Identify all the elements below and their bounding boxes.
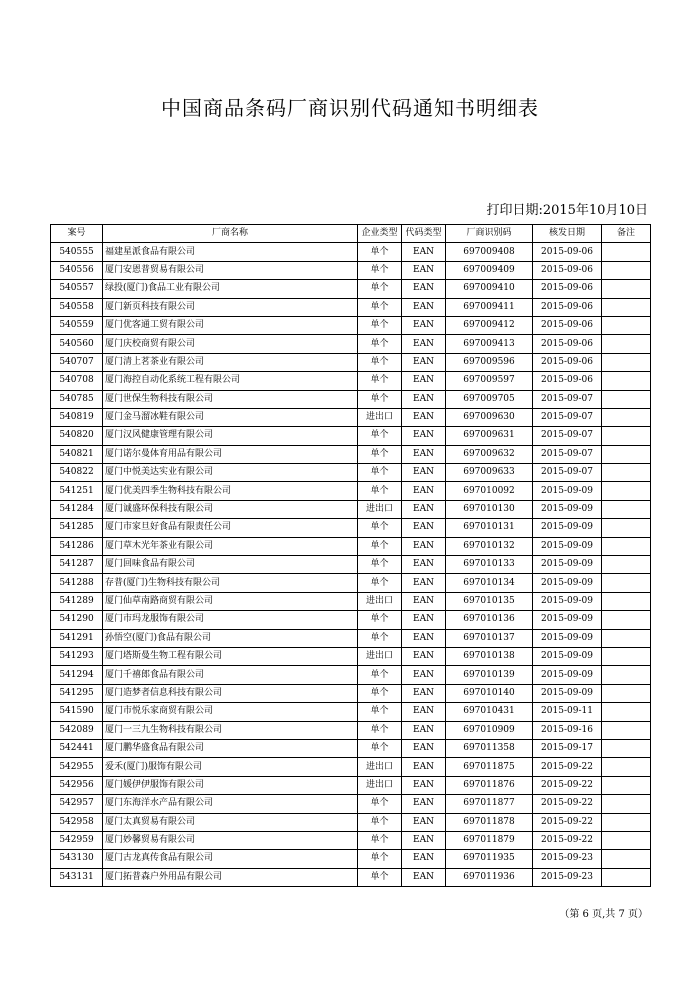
table-row	[51, 372, 651, 390]
company-type-cell: 单个	[358, 335, 402, 353]
code-type-cell: EAN	[402, 464, 446, 482]
table-row	[51, 243, 651, 261]
company-type-cell: 单个	[358, 427, 402, 445]
code-type-cell: EAN	[402, 280, 446, 298]
company-name-cell: 厦门鹏华盛食品有限公司	[103, 739, 358, 757]
manufacturer-id-cell: 697010135	[446, 592, 533, 610]
company-type-cell: 单个	[358, 721, 402, 739]
manufacturer-id-cell: 697009410	[446, 280, 533, 298]
issue-date-cell: 2015-09-22	[533, 831, 602, 849]
case-no-cell: 541288	[51, 574, 103, 592]
manufacturer-id-cell: 697009413	[446, 335, 533, 353]
table-row	[51, 500, 651, 518]
remarks-cell	[602, 592, 651, 610]
case-no-cell: 540708	[51, 372, 103, 390]
issue-date-cell: 2015-09-09	[533, 519, 602, 537]
issue-date-cell: 2015-09-07	[533, 390, 602, 408]
issue-date-cell: 2015-09-06	[533, 335, 602, 353]
code-type-cell: EAN	[402, 316, 446, 334]
manufacturer-id-cell: 697009597	[446, 372, 533, 390]
remarks-cell	[602, 831, 651, 849]
code-type-cell: EAN	[402, 500, 446, 518]
company-type-cell: 单个	[358, 684, 402, 702]
table-row	[51, 831, 651, 849]
issue-date-cell: 2015-09-06	[533, 316, 602, 334]
company-type-cell: 单个	[358, 316, 402, 334]
code-type-cell: EAN	[402, 868, 446, 886]
case-no-cell: 540820	[51, 427, 103, 445]
table-row	[51, 464, 651, 482]
company-name-cell: 厦门优客通工贸有限公司	[103, 316, 358, 334]
case-no-cell: 540558	[51, 298, 103, 316]
remarks-cell	[602, 408, 651, 426]
code-type-cell: EAN	[402, 353, 446, 371]
remarks-cell	[602, 813, 651, 831]
remarks-cell	[602, 316, 651, 334]
company-name-cell: 厦门造梦者信息科技有限公司	[103, 684, 358, 702]
remarks-cell	[602, 243, 651, 261]
company-name-cell: 厦门古龙真传食品有限公司	[103, 850, 358, 868]
table-row	[51, 611, 651, 629]
code-type-cell: EAN	[402, 831, 446, 849]
remarks-cell	[602, 629, 651, 647]
code-type-cell: EAN	[402, 537, 446, 555]
issue-date-cell: 2015-09-16	[533, 721, 602, 739]
code-type-cell: EAN	[402, 556, 446, 574]
table-row	[51, 868, 651, 886]
remarks-cell	[602, 850, 651, 868]
table-row	[51, 666, 651, 684]
header-manufacturer-id: 厂商识别码	[446, 225, 533, 243]
issue-date-cell: 2015-09-17	[533, 739, 602, 757]
case-no-cell: 540785	[51, 390, 103, 408]
company-name-cell: 厦门优美四季生物科技有限公司	[103, 482, 358, 500]
case-no-cell: 542089	[51, 721, 103, 739]
company-type-cell: 单个	[358, 261, 402, 279]
company-name-cell: 厦门中悦美达实业有限公司	[103, 464, 358, 482]
case-no-cell: 542956	[51, 776, 103, 794]
manufacturer-id-cell: 697010140	[446, 684, 533, 702]
code-type-cell: EAN	[402, 739, 446, 757]
remarks-cell	[602, 298, 651, 316]
case-no-cell: 541291	[51, 629, 103, 647]
manufacturer-id-cell: 697009596	[446, 353, 533, 371]
remarks-cell	[602, 280, 651, 298]
case-no-cell: 540707	[51, 353, 103, 371]
manufacturer-id-cell: 697010131	[446, 519, 533, 537]
case-no-cell: 540822	[51, 464, 103, 482]
case-no-cell: 542959	[51, 831, 103, 849]
manufacturer-id-cell: 697009633	[446, 464, 533, 482]
remarks-cell	[602, 666, 651, 684]
table-row	[51, 647, 651, 665]
table-row	[51, 316, 651, 334]
issue-date-cell: 2015-09-09	[533, 666, 602, 684]
case-no-cell: 541590	[51, 703, 103, 721]
header-company-name: 厂商名称	[103, 225, 358, 243]
page-title: 中国商品条码厂商识别代码通知书明细表	[161, 96, 539, 120]
header-company-type: 企业类型	[358, 225, 402, 243]
table-row	[51, 813, 651, 831]
table-row	[51, 574, 651, 592]
company-name-cell: 厦门安恩普贸易有限公司	[103, 261, 358, 279]
manufacturer-id-cell: 697010133	[446, 556, 533, 574]
company-type-cell: 进出口	[358, 408, 402, 426]
company-name-cell: 厦门回味食品有限公司	[103, 556, 358, 574]
issue-date-cell: 2015-09-22	[533, 795, 602, 813]
issue-date-cell: 2015-09-09	[533, 629, 602, 647]
company-type-cell: 单个	[358, 537, 402, 555]
code-type-cell: EAN	[402, 647, 446, 665]
manufacturer-id-cell: 697010134	[446, 574, 533, 592]
table-row	[51, 280, 651, 298]
manufacturer-id-cell: 697011935	[446, 850, 533, 868]
case-no-cell: 541251	[51, 482, 103, 500]
company-name-cell: 厦门东海洋水产品有限公司	[103, 795, 358, 813]
code-type-cell: EAN	[402, 611, 446, 629]
table-row	[51, 261, 651, 279]
remarks-cell	[602, 611, 651, 629]
issue-date-cell: 2015-09-09	[533, 574, 602, 592]
remarks-cell	[602, 758, 651, 776]
table-row	[51, 721, 651, 739]
code-type-cell: EAN	[402, 261, 446, 279]
case-no-cell: 543131	[51, 868, 103, 886]
table-row	[51, 684, 651, 702]
code-type-cell: EAN	[402, 408, 446, 426]
manufacturer-id-cell: 697011936	[446, 868, 533, 886]
code-type-cell: EAN	[402, 298, 446, 316]
company-type-cell: 进出口	[358, 758, 402, 776]
remarks-cell	[602, 335, 651, 353]
issue-date-cell: 2015-09-09	[533, 647, 602, 665]
case-no-cell: 541294	[51, 666, 103, 684]
remarks-cell	[602, 353, 651, 371]
company-type-cell: 单个	[358, 831, 402, 849]
page-indicator: （第 6 页,共 7 页）	[559, 909, 648, 920]
issue-date-cell: 2015-09-09	[533, 611, 602, 629]
issue-date-cell: 2015-09-23	[533, 868, 602, 886]
case-no-cell: 541285	[51, 519, 103, 537]
issue-date-cell: 2015-09-09	[533, 500, 602, 518]
manufacturer-id-cell: 697011879	[446, 831, 533, 849]
case-no-cell: 541284	[51, 500, 103, 518]
remarks-cell	[602, 868, 651, 886]
company-name-cell: 厦门世保生物科技有限公司	[103, 390, 358, 408]
case-no-cell: 541289	[51, 592, 103, 610]
table-row	[51, 537, 651, 555]
company-type-cell: 单个	[358, 611, 402, 629]
case-no-cell: 540557	[51, 280, 103, 298]
manufacturer-id-cell: 697011876	[446, 776, 533, 794]
manufacturer-id-cell: 697010132	[446, 537, 533, 555]
company-type-cell: 单个	[358, 868, 402, 886]
code-type-cell: EAN	[402, 427, 446, 445]
remarks-cell	[602, 482, 651, 500]
company-type-cell: 进出口	[358, 592, 402, 610]
company-name-cell: 厦门媛伊伊服饰有限公司	[103, 776, 358, 794]
code-type-cell: EAN	[402, 445, 446, 463]
issue-date-cell: 2015-09-06	[533, 372, 602, 390]
table-row	[51, 408, 651, 426]
manufacturer-id-cell: 697010130	[446, 500, 533, 518]
case-no-cell: 540555	[51, 243, 103, 261]
manufacturer-id-cell: 697010431	[446, 703, 533, 721]
registration-table	[50, 224, 651, 887]
remarks-cell	[602, 721, 651, 739]
company-type-cell: 单个	[358, 353, 402, 371]
manufacturer-id-cell: 697009408	[446, 243, 533, 261]
code-type-cell: EAN	[402, 684, 446, 702]
issue-date-cell: 2015-09-11	[533, 703, 602, 721]
table-row	[51, 353, 651, 371]
company-name-cell: 厦门太真贸易有限公司	[103, 813, 358, 831]
company-type-cell: 进出口	[358, 500, 402, 518]
code-type-cell: EAN	[402, 574, 446, 592]
manufacturer-id-cell: 697009632	[446, 445, 533, 463]
code-type-cell: EAN	[402, 758, 446, 776]
table-row	[51, 776, 651, 794]
company-name-cell: 绿投(厦门)食品工业有限公司	[103, 280, 358, 298]
code-type-cell: EAN	[402, 390, 446, 408]
issue-date-cell: 2015-09-06	[533, 280, 602, 298]
header-code-type: 代码类型	[402, 225, 446, 243]
manufacturer-id-cell: 697011358	[446, 739, 533, 757]
case-no-cell: 541290	[51, 611, 103, 629]
remarks-cell	[602, 372, 651, 390]
company-name-cell: 厦门仙草南路商贸有限公司	[103, 592, 358, 610]
company-name-cell: 厦门拓普森户外用品有限公司	[103, 868, 358, 886]
company-name-cell: 厦门新页科技有限公司	[103, 298, 358, 316]
company-name-cell: 厦门塔斯曼生物工程有限公司	[103, 647, 358, 665]
code-type-cell: EAN	[402, 629, 446, 647]
remarks-cell	[602, 390, 651, 408]
company-type-cell: 进出口	[358, 647, 402, 665]
issue-date-cell: 2015-09-22	[533, 776, 602, 794]
code-type-cell: EAN	[402, 813, 446, 831]
remarks-cell	[602, 795, 651, 813]
table-row	[51, 390, 651, 408]
code-type-cell: EAN	[402, 795, 446, 813]
company-type-cell: 单个	[358, 445, 402, 463]
company-type-cell: 单个	[358, 813, 402, 831]
company-name-cell: 存普(厦门)生物科技有限公司	[103, 574, 358, 592]
company-type-cell: 单个	[358, 666, 402, 684]
remarks-cell	[602, 464, 651, 482]
company-name-cell: 厦门金马溜冰鞋有限公司	[103, 408, 358, 426]
code-type-cell: EAN	[402, 776, 446, 794]
remarks-cell	[602, 519, 651, 537]
case-no-cell: 540560	[51, 335, 103, 353]
manufacturer-id-cell: 697009409	[446, 261, 533, 279]
issue-date-cell: 2015-09-22	[533, 758, 602, 776]
code-type-cell: EAN	[402, 519, 446, 537]
table-row	[51, 758, 651, 776]
company-type-cell: 单个	[358, 298, 402, 316]
remarks-cell	[602, 261, 651, 279]
company-type-cell: 单个	[358, 482, 402, 500]
code-type-cell: EAN	[402, 335, 446, 353]
case-no-cell: 541295	[51, 684, 103, 702]
company-name-cell: 福建星派食品有限公司	[103, 243, 358, 261]
code-type-cell: EAN	[402, 243, 446, 261]
manufacturer-id-cell: 697010092	[446, 482, 533, 500]
manufacturer-id-cell: 697011875	[446, 758, 533, 776]
manufacturer-id-cell: 697009411	[446, 298, 533, 316]
code-type-cell: EAN	[402, 372, 446, 390]
manufacturer-id-cell: 697009631	[446, 427, 533, 445]
table-row	[51, 556, 651, 574]
case-no-cell: 542441	[51, 739, 103, 757]
issue-date-cell: 2015-09-09	[533, 556, 602, 574]
issue-date-cell: 2015-09-22	[533, 813, 602, 831]
manufacturer-id-cell: 697010136	[446, 611, 533, 629]
code-type-cell: EAN	[402, 703, 446, 721]
company-name-cell: 厦门庆校商贸有限公司	[103, 335, 358, 353]
manufacturer-id-cell: 697010139	[446, 666, 533, 684]
remarks-cell	[602, 647, 651, 665]
case-no-cell: 542955	[51, 758, 103, 776]
table-row	[51, 850, 651, 868]
company-type-cell: 单个	[358, 703, 402, 721]
company-type-cell: 单个	[358, 280, 402, 298]
code-type-cell: EAN	[402, 592, 446, 610]
company-type-cell: 单个	[358, 372, 402, 390]
table-row	[51, 703, 651, 721]
company-name-cell: 厦门市悦乐家商贸有限公司	[103, 703, 358, 721]
code-type-cell: EAN	[402, 666, 446, 684]
issue-date-cell: 2015-09-07	[533, 445, 602, 463]
issue-date-cell: 2015-09-06	[533, 243, 602, 261]
header-remarks: 备注	[602, 225, 651, 243]
table-row	[51, 519, 651, 537]
issue-date-cell: 2015-09-23	[533, 850, 602, 868]
company-type-cell: 单个	[358, 464, 402, 482]
code-type-cell: EAN	[402, 482, 446, 500]
case-no-cell: 542957	[51, 795, 103, 813]
company-type-cell: 单个	[358, 519, 402, 537]
case-no-cell: 540556	[51, 261, 103, 279]
manufacturer-id-cell: 697010909	[446, 721, 533, 739]
remarks-cell	[602, 574, 651, 592]
case-no-cell: 541293	[51, 647, 103, 665]
table-row	[51, 739, 651, 757]
company-name-cell: 厦门草木光年茶业有限公司	[103, 537, 358, 555]
company-name-cell: 厦门妙馨贸易有限公司	[103, 831, 358, 849]
company-name-cell: 厦门诚盛环保科技有限公司	[103, 500, 358, 518]
manufacturer-id-cell: 697009705	[446, 390, 533, 408]
table-body	[51, 243, 651, 887]
table-row	[51, 335, 651, 353]
code-type-cell: EAN	[402, 721, 446, 739]
company-type-cell: 单个	[358, 850, 402, 868]
company-type-cell: 单个	[358, 556, 402, 574]
company-name-cell: 厦门诺尔曼体育用品有限公司	[103, 445, 358, 463]
issue-date-cell: 2015-09-07	[533, 408, 602, 426]
company-name-cell: 厦门千禧郎食品有限公司	[103, 666, 358, 684]
company-name-cell: 爱禾(厦门)服饰有限公司	[103, 758, 358, 776]
issue-date-cell: 2015-09-09	[533, 684, 602, 702]
manufacturer-id-cell: 697011878	[446, 813, 533, 831]
remarks-cell	[602, 427, 651, 445]
table-row	[51, 592, 651, 610]
remarks-cell	[602, 537, 651, 555]
manufacturer-id-cell: 697010137	[446, 629, 533, 647]
company-name-cell: 厦门一三九生物科技有限公司	[103, 721, 358, 739]
remarks-cell	[602, 703, 651, 721]
manufacturer-id-cell: 697009630	[446, 408, 533, 426]
issue-date-cell: 2015-09-09	[533, 482, 602, 500]
issue-date-cell: 2015-09-07	[533, 427, 602, 445]
case-no-cell: 541286	[51, 537, 103, 555]
issue-date-cell: 2015-09-07	[533, 464, 602, 482]
company-name-cell: 厦门市玛龙服饰有限公司	[103, 611, 358, 629]
issue-date-cell: 2015-09-09	[533, 592, 602, 610]
table-row	[51, 482, 651, 500]
company-name-cell: 厦门汉风健康管理有限公司	[103, 427, 358, 445]
remarks-cell	[602, 739, 651, 757]
header-issue-date: 核发日期	[533, 225, 602, 243]
print-date: 打印日期:2015年10月10日	[486, 203, 648, 218]
remarks-cell	[602, 500, 651, 518]
case-no-cell: 542958	[51, 813, 103, 831]
company-type-cell: 单个	[358, 739, 402, 757]
table-row	[51, 298, 651, 316]
company-type-cell: 单个	[358, 390, 402, 408]
company-name-cell: 厦门海控自动化系统工程有限公司	[103, 372, 358, 390]
issue-date-cell: 2015-09-06	[533, 353, 602, 371]
issue-date-cell: 2015-09-06	[533, 261, 602, 279]
case-no-cell: 543130	[51, 850, 103, 868]
issue-date-cell: 2015-09-06	[533, 298, 602, 316]
remarks-cell	[602, 684, 651, 702]
remarks-cell	[602, 776, 651, 794]
header-case-no: 案号	[51, 225, 103, 243]
case-no-cell: 540821	[51, 445, 103, 463]
remarks-cell	[602, 445, 651, 463]
issue-date-cell: 2015-09-09	[533, 537, 602, 555]
company-type-cell: 单个	[358, 795, 402, 813]
table-row	[51, 795, 651, 813]
table-row	[51, 629, 651, 647]
table-header-row	[51, 225, 651, 243]
company-type-cell: 单个	[358, 243, 402, 261]
case-no-cell: 540819	[51, 408, 103, 426]
table-row	[51, 427, 651, 445]
code-type-cell: EAN	[402, 850, 446, 868]
company-type-cell: 单个	[358, 574, 402, 592]
company-type-cell: 进出口	[358, 776, 402, 794]
case-no-cell: 540559	[51, 316, 103, 334]
remarks-cell	[602, 556, 651, 574]
manufacturer-id-cell: 697009412	[446, 316, 533, 334]
company-name-cell: 厦门市家旦好食品有限责任公司	[103, 519, 358, 537]
company-name-cell: 厦门清上茗茶业有限公司	[103, 353, 358, 371]
company-name-cell: 孙悟空(厦门)食品有限公司	[103, 629, 358, 647]
case-no-cell: 541287	[51, 556, 103, 574]
manufacturer-id-cell: 697011877	[446, 795, 533, 813]
table-row	[51, 445, 651, 463]
company-type-cell: 单个	[358, 629, 402, 647]
manufacturer-id-cell: 697010138	[446, 647, 533, 665]
